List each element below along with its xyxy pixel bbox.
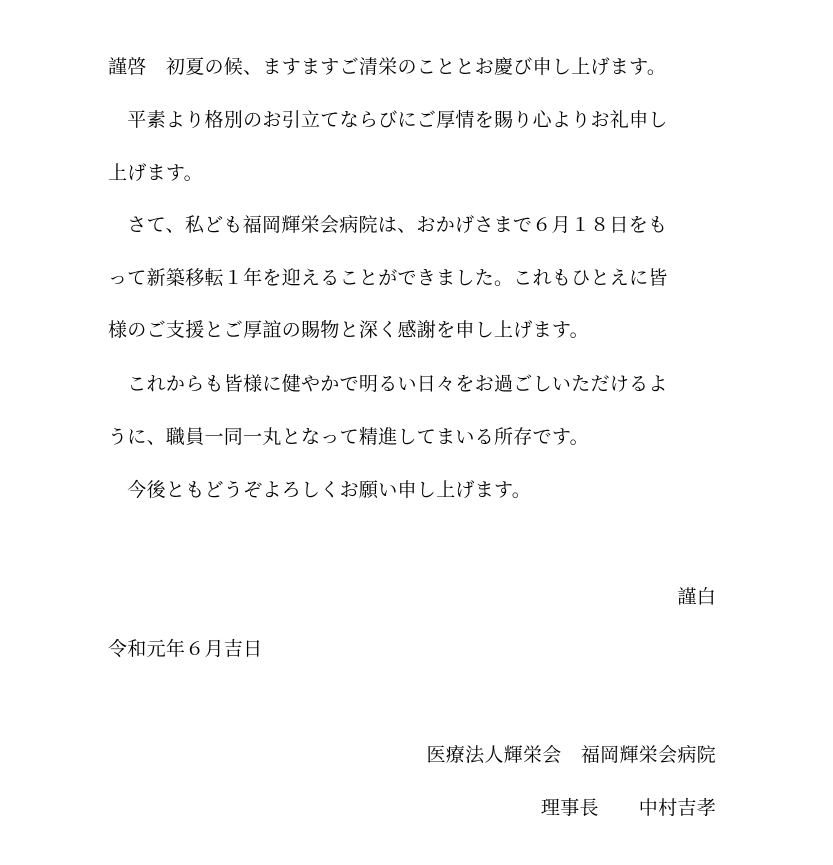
organization-name: 医療法人輝栄会 福岡輝栄会病院 — [426, 744, 716, 766]
paragraph-2-line-2: って新築移転１年を迎えることができました。これもひとえに皆 — [108, 267, 668, 289]
signer-block — [541, 796, 716, 820]
paragraph-2-line-1: さて、私ども福岡輝栄会病院は、おかげさまで６月１８日をも — [108, 214, 668, 236]
paragraph-3-line-2: うに、職員一同一丸となって精進してまいる所存です。 — [108, 426, 589, 448]
letter-date: 令和元年６月吉日 — [108, 638, 263, 660]
paragraph-1-line-2: 上げます。 — [108, 162, 203, 184]
closing-word: 謹白 — [677, 586, 716, 608]
paragraph-4-line: 今後ともどうぞよろしくお願い申し上げます。 — [108, 479, 532, 501]
paragraph-1-line-1: 平素より格別のお引立てならびにご厚情を賜り心よりお礼申し — [108, 109, 668, 131]
signer-title: 理事長 — [540, 797, 599, 819]
paragraph-2-line-3: 様のご支援とご厚誼の賜物と深く感謝を申し上げます。 — [108, 319, 589, 341]
opening-line: 謹啓 初夏の候、ますますご清栄のこととお慶び申し上げます。 — [108, 56, 667, 78]
signer-name: 中村吉孝 — [638, 797, 716, 819]
paragraph-3-line-1: これからも皆様に健やかで明るい日々をお過ごしいただけるよ — [108, 373, 668, 395]
